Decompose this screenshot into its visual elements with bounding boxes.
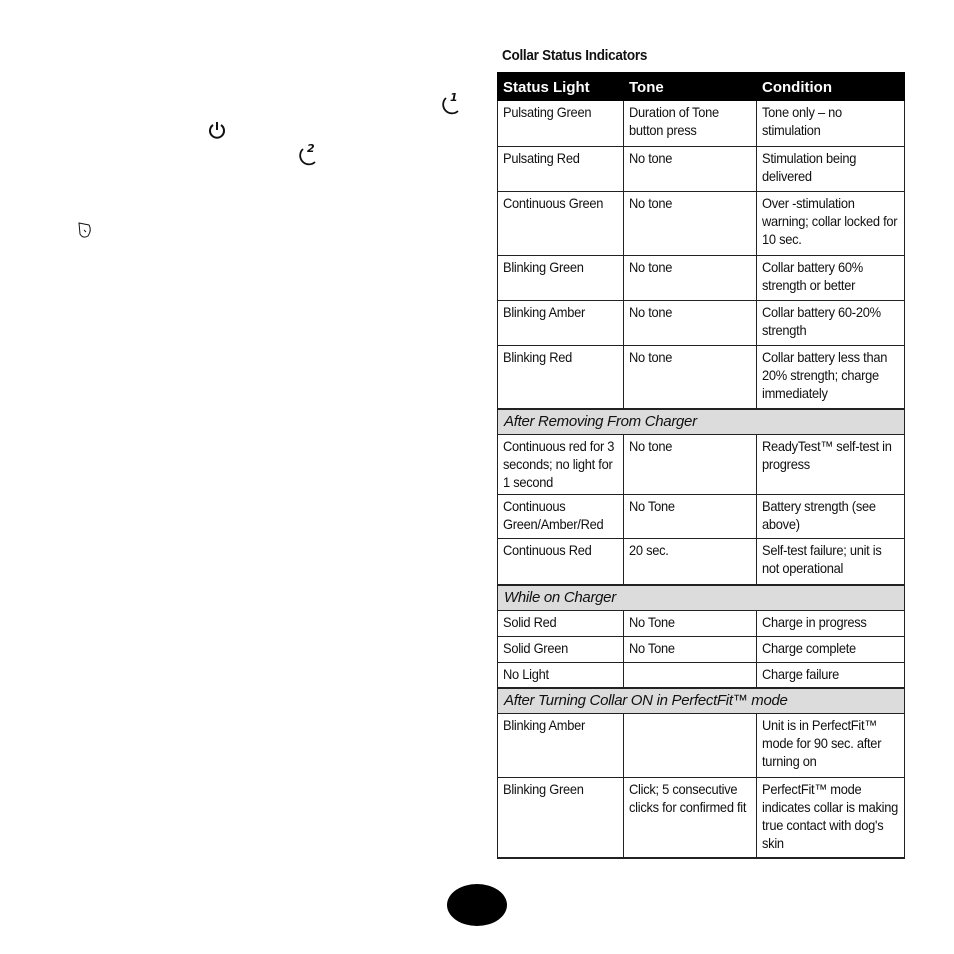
cell-light: Blinking Green xyxy=(498,255,624,300)
section-perfectfit: After Turning Collar ON in PerfectFit™ mode xyxy=(498,688,905,714)
cell-light: Pulsating Green xyxy=(498,101,624,146)
table-row xyxy=(498,714,905,778)
cell-tone: No Tone xyxy=(624,610,757,636)
cell-condition: Tone only – no stimulation xyxy=(757,101,905,146)
table-row xyxy=(498,300,905,345)
table-row xyxy=(498,636,905,662)
cell-condition: ReadyTest™ self-test in progress xyxy=(757,435,905,495)
cell-tone xyxy=(624,662,757,688)
cell-light: Blinking Amber xyxy=(498,300,624,345)
cell-tone: No tone xyxy=(624,345,757,409)
moon-small-icon xyxy=(76,220,94,240)
table-row xyxy=(498,146,905,191)
table-row xyxy=(498,662,905,688)
cell-light: No Light xyxy=(498,662,624,688)
table-row xyxy=(498,778,905,858)
section-row xyxy=(498,585,905,611)
table-row xyxy=(498,255,905,300)
cell-light: Blinking Amber xyxy=(498,714,624,778)
cell-condition: PerfectFit™ mode indicates collar is making true contact with dog's skin xyxy=(757,778,905,858)
cell-condition: Collar battery 60-20% strength xyxy=(757,300,905,345)
table-row xyxy=(498,191,905,255)
cell-tone xyxy=(624,714,757,778)
moon-2-icon xyxy=(298,142,318,167)
table-row xyxy=(498,345,905,409)
moon-1-label: 1 xyxy=(450,91,458,104)
table-row xyxy=(498,610,905,636)
table-row xyxy=(498,495,905,539)
cell-condition: Stimulation being delivered xyxy=(757,146,905,191)
header-condition: Condition xyxy=(757,72,905,101)
table-row xyxy=(498,101,905,146)
cell-condition: Battery strength (see above) xyxy=(757,495,905,539)
cell-condition: Charge complete xyxy=(757,636,905,662)
cell-light: Pulsating Red xyxy=(498,146,624,191)
cell-tone: No tone xyxy=(624,255,757,300)
cell-light: Solid Red xyxy=(498,610,624,636)
table-header-row xyxy=(498,72,905,101)
moon-1-icon xyxy=(441,91,461,116)
header-status-light: Status Light xyxy=(498,72,624,101)
table-row xyxy=(498,435,905,495)
header-tone: Tone xyxy=(624,72,757,101)
cell-tone: Duration of Tone button press xyxy=(624,101,757,146)
page-number-oval xyxy=(447,884,507,926)
cell-tone: No Tone xyxy=(624,636,757,662)
moon-2-label: 2 xyxy=(307,142,315,155)
cell-tone: No tone xyxy=(624,300,757,345)
cell-light: Blinking Red xyxy=(498,345,624,409)
cell-condition: Collar battery less than 20% strength; charge immediately xyxy=(757,345,905,409)
cell-light: Continuous Red xyxy=(498,539,624,585)
cell-condition: Charge in progress xyxy=(757,610,905,636)
cell-condition: Collar battery 60% strength or better xyxy=(757,255,905,300)
table-title: Collar Status Indicators xyxy=(502,47,648,64)
power-icon xyxy=(207,120,227,140)
cell-light: Solid Green xyxy=(498,636,624,662)
section-row xyxy=(498,688,905,714)
cell-tone: No tone xyxy=(624,435,757,495)
section-after-removing: After Removing From Charger xyxy=(498,409,905,435)
cell-condition: Over -stimulation warning; collar locked for 10 sec. xyxy=(757,191,905,255)
cell-light: Continuous Green/Amber/Red xyxy=(498,495,624,539)
cell-tone: No tone xyxy=(624,146,757,191)
cell-light: Continuous red for 3 seconds; no light for 1 second xyxy=(498,435,624,495)
section-while-on-charger: While on Charger xyxy=(498,585,905,611)
cell-tone: No Tone xyxy=(624,495,757,539)
table-row xyxy=(498,539,905,585)
cell-tone: Click; 5 consecutive clicks for confirmed fit xyxy=(624,778,757,858)
cell-tone: No tone xyxy=(624,191,757,255)
cell-tone: 20 sec. xyxy=(624,539,757,585)
cell-light: Blinking Green xyxy=(498,778,624,858)
cell-condition: Self-test failure; unit is not operational xyxy=(757,539,905,585)
cell-condition: Charge failure xyxy=(757,662,905,688)
collar-status-table xyxy=(497,72,905,859)
cell-condition: Unit is in PerfectFit™ mode for 90 sec. after turning on xyxy=(757,714,905,778)
cell-light: Continuous Green xyxy=(498,191,624,255)
section-row xyxy=(498,409,905,435)
